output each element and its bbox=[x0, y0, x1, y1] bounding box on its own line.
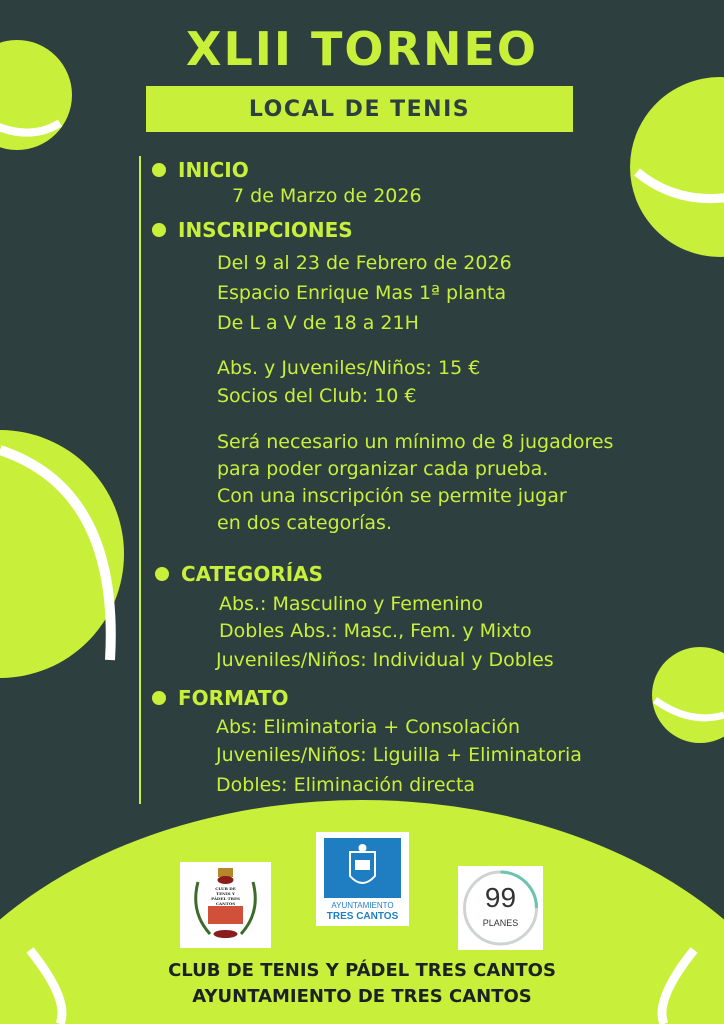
categorias-line: Juveniles/Niños: Individual y Dobles bbox=[216, 649, 554, 671]
inscripciones-line: Con una inscripción se permite jugar bbox=[217, 485, 567, 507]
bullet-icon bbox=[152, 223, 166, 237]
club-logo-text: CLUB DE TENIS Y PÁDEL TRES CANTOS bbox=[211, 886, 240, 906]
inicio-heading-text: INICIO bbox=[178, 158, 249, 182]
inscripciones-heading-text: INSCRIPCIONES bbox=[178, 218, 353, 242]
inscripciones-line: Socios del Club: 10 € bbox=[217, 385, 417, 407]
inscripciones-line: Espacio Enrique Mas 1ª planta bbox=[217, 282, 507, 304]
tennis-ball-top-right-icon bbox=[625, 72, 724, 262]
formato-heading-text: FORMATO bbox=[178, 686, 289, 710]
ayuntamiento-line1: AYUNTAMIENTO bbox=[331, 901, 394, 910]
divider-line bbox=[139, 156, 141, 804]
inscripciones-line: en dos categorías. bbox=[217, 512, 392, 534]
planes-number: 99 bbox=[484, 882, 517, 913]
inscripciones-line: Será necesario un mínimo de 8 jugadores bbox=[217, 431, 614, 453]
ayuntamiento-badge bbox=[324, 838, 401, 898]
page-title: XLII TORNEO bbox=[186, 22, 538, 76]
categorias-line: Abs.: Masculino y Femenino bbox=[219, 593, 484, 615]
inscripciones-heading bbox=[152, 218, 353, 242]
categorias-heading-text: CATEGORÍAS bbox=[181, 562, 324, 586]
formato-line: Abs: Eliminatoria + Consolación bbox=[216, 716, 521, 738]
ayuntamiento-line2: TRES CANTOS bbox=[326, 911, 399, 922]
inicio-date: 7 de Marzo de 2026 bbox=[232, 185, 422, 207]
planes-logo bbox=[458, 866, 543, 950]
tennis-ball-mid-left-icon bbox=[0, 430, 130, 680]
footer-line1: CLUB DE TENIS Y PÁDEL TRES CANTOS bbox=[168, 960, 556, 981]
shield-icon bbox=[324, 838, 401, 898]
categorias-heading bbox=[155, 562, 323, 586]
bullet-icon bbox=[152, 691, 166, 705]
inscripciones-line: Abs. y Juveniles/Niños: 15 € bbox=[217, 357, 481, 379]
tennis-ball-mid-right-icon bbox=[650, 645, 724, 745]
bullet-icon bbox=[152, 163, 166, 177]
footer-line2: AYUNTAMIENTO DE TRES CANTOS bbox=[192, 986, 532, 1007]
subtitle-banner bbox=[146, 86, 573, 132]
formato-line: Juveniles/Niños: Liguilla + Eliminatoria bbox=[216, 744, 582, 766]
formato-line: Dobles: Eliminación directa bbox=[216, 774, 476, 796]
inscripciones-line: Del 9 al 23 de Febrero de 2026 bbox=[217, 252, 512, 274]
planes-label: PLANES bbox=[482, 918, 519, 928]
bullet-icon bbox=[155, 567, 169, 581]
formato-heading bbox=[152, 686, 289, 710]
inscripciones-line: De L a V de 18 a 21H bbox=[217, 312, 419, 334]
ayuntamiento-logo bbox=[316, 832, 409, 926]
subtitle-text: LOCAL DE TENIS bbox=[248, 96, 471, 122]
club-logo bbox=[180, 862, 271, 948]
inscripciones-line: para poder organizar cada prueba. bbox=[217, 458, 549, 480]
inicio-heading bbox=[152, 158, 249, 182]
categorias-line: Dobles Abs.: Masc., Fem. y Mixto bbox=[219, 620, 532, 642]
